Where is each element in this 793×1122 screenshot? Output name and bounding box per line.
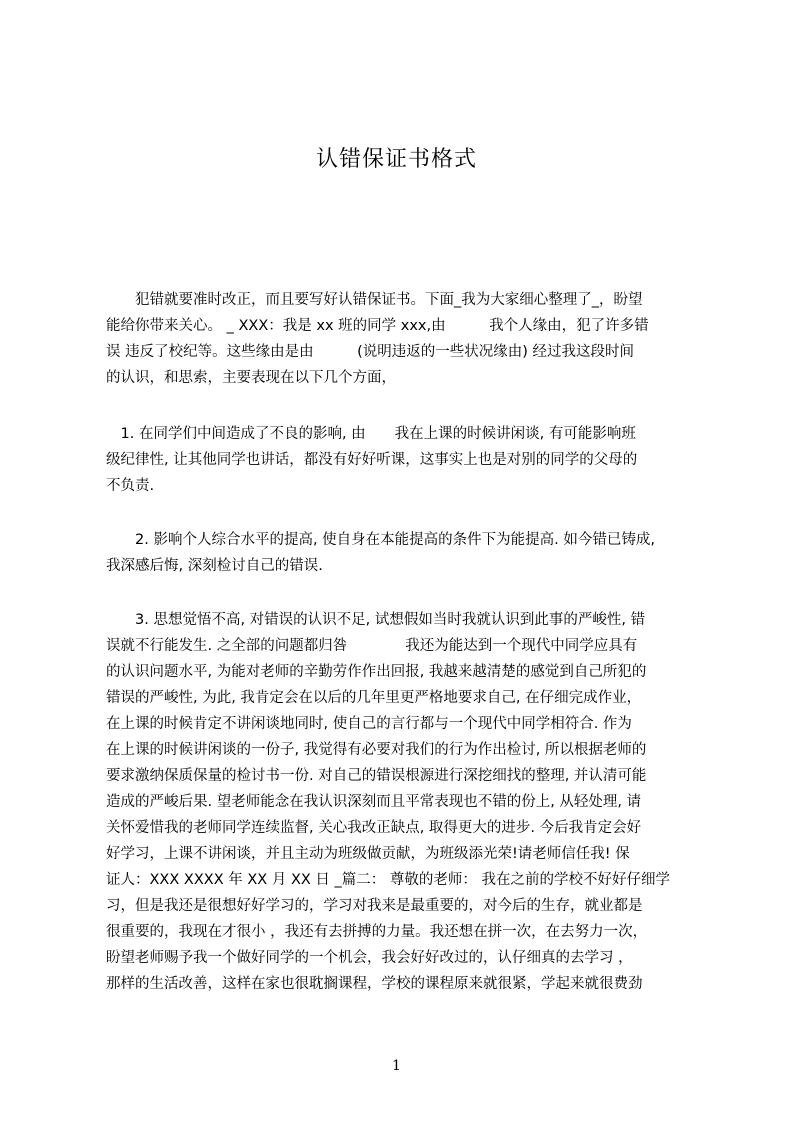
body-line: 的认识，和思索，主要表现在以下几个方面， bbox=[106, 370, 396, 386]
body-line: 造成的严峻后果. 望老师能念在我认识深刻而且平常表现也不错的份上, 从轻处理, 请 bbox=[106, 794, 642, 810]
body-line: 证人：XXX XXXX 年 XX 月 XX 日 _篇二： 尊敬的老师： 我在之前的学校不好好仔细学 bbox=[106, 872, 670, 888]
body-line: 习，但是我还是很想好好学习的，学习对我来是最重要的，对今后的生存，就业都是 bbox=[106, 898, 643, 914]
body-line: 犯错就要准时改正，而且要写好认错保证书。下面_我为大家细心整理了_，盼望 bbox=[106, 292, 643, 308]
body-line: 级纪律性, 让其他同学也讲话，都没有好好听课，这事实上也是对别的同学的父母的 bbox=[106, 452, 638, 468]
body-line: 误就不行能发生. 之全部的问题都归咎 我还为能达到一个现代中同学应具有 bbox=[106, 638, 638, 654]
body-line: 在上课的时候讲闲谈的一份子, 我觉得有必要对我们的行为作出检讨, 所以根据老师的 bbox=[106, 742, 647, 758]
body-line: 我深感后悔, 深刻检讨自己的错误. bbox=[106, 558, 323, 574]
body-line: 2. 影响个人综合水平的提高, 使自身在本能提高的条件下为能提高. 如今错已铸成, bbox=[106, 532, 655, 548]
body-line: 很重要的，我现在才很小 ，我还有去拼搏的力量。我还想在拼一次，在去努力一次， bbox=[106, 924, 648, 940]
body-line: 关怀爱惜我的老师同学连续监督, 关心我改正缺点, 取得更大的进步. 今后我肯定会好 bbox=[106, 820, 642, 836]
body-line: 1. 在同学们中间造成了不良的影响, 由 我在上课的时候讲闲谈, 有可能影响班 bbox=[106, 426, 636, 442]
page-number: 1 bbox=[392, 1058, 401, 1074]
body-line: 能给你带来关心。 _ XXX：我是 xx 班的同学 xxx,由 我个人缘由，犯了许多错 bbox=[106, 318, 649, 334]
document-title: 认错保证书格式 bbox=[315, 147, 477, 172]
body-line: 盼望老师赐予我一个做好同学的一个机会，我会好好改过的，认仔细真的去学习 ， bbox=[106, 950, 633, 966]
body-line: 错误的严峻性, 为此, 我肯定会在以后的几年里更严格地要求自己, 在仔细完成作业， bbox=[106, 690, 642, 706]
body-line: 不负责. bbox=[106, 478, 155, 494]
body-line: 在上课的时候肯定不讲闲谈地同时, 使自己的言行都与一个现代中同学相符合. 作为 bbox=[106, 716, 632, 732]
body-line: 那样的生活改善，这样在家也很耽搁课程，学校的课程原来就很紧，学起来就很费劲 bbox=[106, 976, 643, 992]
body-line: 3. 思想觉悟不高, 对错误的认识不足, 试想假如当时我就认识到此事的严峻性, 错 bbox=[106, 612, 646, 628]
body-line: 误 违反了校纪等。这些缘由是由 (说明违返的一些状况缘由) 经过我这段时间 bbox=[106, 344, 635, 360]
body-line: 要求激纳保质保量的检讨书一份. 对自己的错误根源进行深挖细找的整理, 并认清可能 bbox=[106, 768, 647, 784]
body-line: 好学习，上课不讲闲谈，并且主动为班级做贡献，为班级添光荣!请老师信任我! 保 bbox=[106, 846, 630, 862]
body-line: 的认识问题水平, 为能对老师的辛勤劳作作出回报, 我越来越清楚的感觉到自己所犯的 bbox=[106, 664, 647, 680]
